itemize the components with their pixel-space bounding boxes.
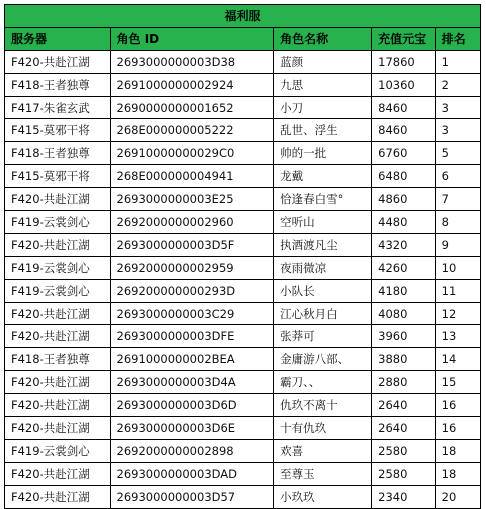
table-row — [5, 211, 481, 234]
cell-recharge: 8460 — [372, 96, 436, 119]
cell-rank: 10 — [435, 256, 480, 279]
cell-role-name: 霸刀、、 — [274, 371, 372, 394]
cell-role-name: 小队长 — [274, 279, 372, 302]
table-row — [5, 165, 481, 188]
cell-recharge: 3880 — [372, 348, 436, 371]
cell-role-id: 2693000000003D57 — [110, 485, 274, 508]
cell-server: F418-王者独尊 — [5, 73, 111, 96]
cell-role-id: 2692000000002959 — [110, 256, 274, 279]
cell-server: F420-共赴江湖 — [5, 485, 111, 508]
cell-role-name: 金庸游八部、 — [274, 348, 372, 371]
header-role-id: 角色 ID — [110, 27, 274, 50]
cell-role-name: 小刀 — [274, 96, 372, 119]
table-row — [5, 279, 481, 302]
header-role-name: 角色名称 — [274, 27, 372, 50]
cell-server: F420-共赴江湖 — [5, 50, 111, 73]
cell-rank: 2 — [435, 73, 480, 96]
cell-role-name: 十有仇玖 — [274, 417, 372, 440]
ranking-table-container — [4, 4, 481, 509]
cell-role-name: 至尊玉 — [274, 462, 372, 485]
cell-role-name: 欢喜 — [274, 439, 372, 462]
cell-role-id: 2693000000003D6D — [110, 394, 274, 417]
cell-server: F420-共赴江湖 — [5, 417, 111, 440]
cell-rank: 6 — [435, 165, 480, 188]
cell-role-id: 2692000000002960 — [110, 211, 274, 234]
cell-role-name: 夜雨微凉 — [274, 256, 372, 279]
cell-recharge: 2640 — [372, 394, 436, 417]
cell-server: F420-共赴江湖 — [5, 233, 111, 256]
cell-server: F419-云裳剑心 — [5, 256, 111, 279]
cell-recharge: 4860 — [372, 188, 436, 211]
table-header-row — [5, 27, 481, 50]
table-title-row — [5, 5, 481, 28]
table-row — [5, 142, 481, 165]
cell-server: F420-共赴江湖 — [5, 462, 111, 485]
cell-server: F418-王者独尊 — [5, 348, 111, 371]
table-row — [5, 371, 481, 394]
cell-server: F420-共赴江湖 — [5, 394, 111, 417]
cell-role-id: 2691000000002924 — [110, 73, 274, 96]
cell-role-name: 蓝颜 — [274, 50, 372, 73]
cell-role-id: 2693000000003D6E — [110, 417, 274, 440]
cell-role-id: 2693000000003DAD — [110, 462, 274, 485]
cell-recharge: 4260 — [372, 256, 436, 279]
cell-recharge: 2580 — [372, 439, 436, 462]
cell-role-name: 九思 — [274, 73, 372, 96]
cell-rank: 8 — [435, 211, 480, 234]
cell-rank: 18 — [435, 439, 480, 462]
header-rank: 排名 — [435, 27, 480, 50]
cell-role-id: 269200000000293D — [110, 279, 274, 302]
table-row — [5, 188, 481, 211]
ranking-table — [4, 4, 481, 509]
cell-recharge: 6760 — [372, 142, 436, 165]
cell-rank: 11 — [435, 279, 480, 302]
cell-role-id: 26910000000029C0 — [110, 142, 274, 165]
header-server: 服务器 — [5, 27, 111, 50]
table-row — [5, 256, 481, 279]
table-row — [5, 439, 481, 462]
cell-role-name: 张莽可 — [274, 325, 372, 348]
cell-rank: 18 — [435, 462, 480, 485]
header-recharge: 充值元宝 — [372, 27, 436, 50]
cell-role-name: 小玖玖 — [274, 485, 372, 508]
cell-role-id: 2692000000002898 — [110, 439, 274, 462]
cell-server: F415-莫邪干将 — [5, 119, 111, 142]
cell-rank: 16 — [435, 417, 480, 440]
cell-role-name: 江心秋月白 — [274, 302, 372, 325]
cell-server: F420-共赴江湖 — [5, 188, 111, 211]
table-title: 福利服 — [5, 5, 481, 28]
cell-recharge: 2340 — [372, 485, 436, 508]
cell-role-id: 2690000000001652 — [110, 96, 274, 119]
cell-rank: 3 — [435, 96, 480, 119]
cell-role-id: 2693000000003D38 — [110, 50, 274, 73]
cell-rank: 20 — [435, 485, 480, 508]
cell-role-name: 龙戴 — [274, 165, 372, 188]
cell-role-id: 268E000000005222 — [110, 119, 274, 142]
table-row — [5, 96, 481, 119]
table-row — [5, 302, 481, 325]
table-row — [5, 485, 481, 508]
cell-role-id: 2693000000003C29 — [110, 302, 274, 325]
cell-server: F419-云裳剑心 — [5, 279, 111, 302]
table-row — [5, 73, 481, 96]
cell-server: F418-王者独尊 — [5, 142, 111, 165]
cell-server: F419-云裳剑心 — [5, 439, 111, 462]
cell-recharge: 4180 — [372, 279, 436, 302]
table-row — [5, 462, 481, 485]
cell-server: F420-共赴江湖 — [5, 371, 111, 394]
cell-role-id: 2693000000003D4A — [110, 371, 274, 394]
cell-role-name: 仇玖不离十 — [274, 394, 372, 417]
cell-recharge: 4480 — [372, 211, 436, 234]
cell-role-id: 2693000000003DFE — [110, 325, 274, 348]
table-row — [5, 233, 481, 256]
cell-role-id: 2691000000002BEA — [110, 348, 274, 371]
cell-recharge: 4080 — [372, 302, 436, 325]
cell-recharge: 8460 — [372, 119, 436, 142]
cell-server: F419-云裳剑心 — [5, 211, 111, 234]
cell-server: F420-共赴江湖 — [5, 302, 111, 325]
cell-role-id: 268E000000004941 — [110, 165, 274, 188]
cell-recharge: 4320 — [372, 233, 436, 256]
table-row — [5, 394, 481, 417]
cell-rank: 9 — [435, 233, 480, 256]
cell-rank: 13 — [435, 325, 480, 348]
cell-role-id: 2693000000003D5F — [110, 233, 274, 256]
cell-server: F417-朱雀玄武 — [5, 96, 111, 119]
cell-recharge: 3960 — [372, 325, 436, 348]
table-row — [5, 119, 481, 142]
cell-server: F415-莫邪干将 — [5, 165, 111, 188]
cell-rank: 12 — [435, 302, 480, 325]
cell-rank: 16 — [435, 394, 480, 417]
cell-role-name: 恰逢春白雪° — [274, 188, 372, 211]
table-row — [5, 325, 481, 348]
cell-role-name: 帅的一批 — [274, 142, 372, 165]
table-row — [5, 348, 481, 371]
cell-server: F420-共赴江湖 — [5, 325, 111, 348]
cell-role-name: 空听山 — [274, 211, 372, 234]
cell-rank: 14 — [435, 348, 480, 371]
cell-rank: 3 — [435, 119, 480, 142]
cell-role-name: 执酒渡凡尘 — [274, 233, 372, 256]
cell-rank: 1 — [435, 50, 480, 73]
table-row — [5, 417, 481, 440]
cell-recharge: 2640 — [372, 417, 436, 440]
cell-recharge: 2580 — [372, 462, 436, 485]
cell-rank: 15 — [435, 371, 480, 394]
cell-recharge: 10360 — [372, 73, 436, 96]
cell-recharge: 6480 — [372, 165, 436, 188]
cell-rank: 5 — [435, 142, 480, 165]
cell-rank: 7 — [435, 188, 480, 211]
cell-recharge: 17860 — [372, 50, 436, 73]
cell-recharge: 2880 — [372, 371, 436, 394]
cell-role-name: 乱世、浮生 — [274, 119, 372, 142]
cell-role-id: 2693000000003E25 — [110, 188, 274, 211]
table-row — [5, 50, 481, 73]
